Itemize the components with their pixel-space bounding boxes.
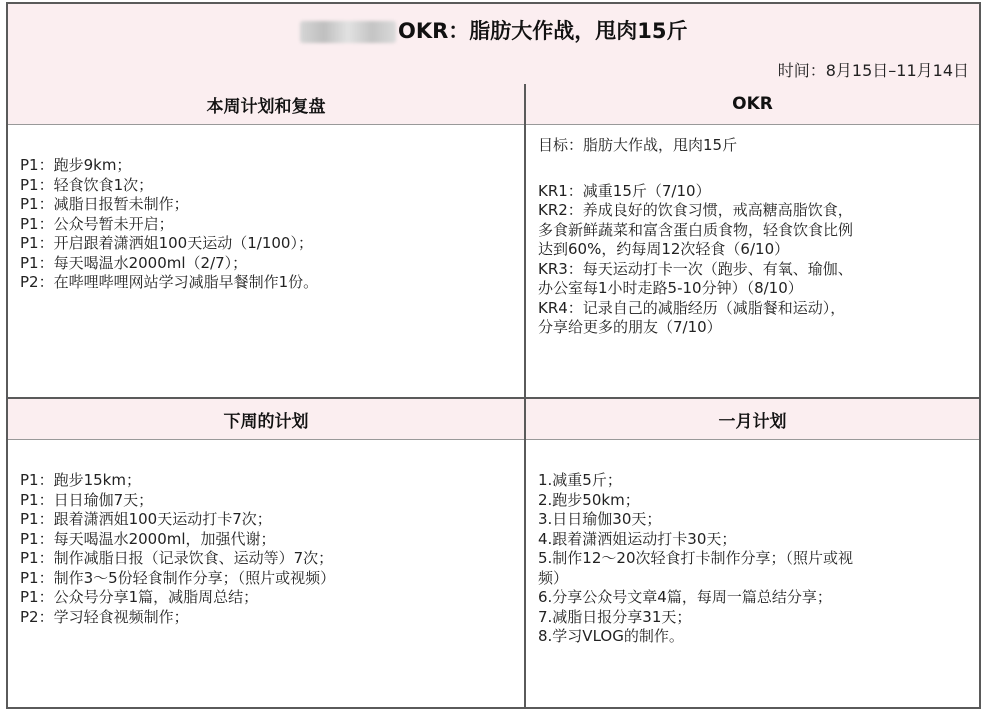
this-week-list — [20, 156, 520, 293]
list-item: 5.制作12～20次轻食打卡制作分享；（照片或视 — [538, 549, 853, 567]
month-plan-heading: 一月计划 — [526, 399, 979, 440]
list-item: P1：轻食饮食1次； — [20, 175, 154, 194]
okr-list — [538, 136, 978, 338]
list-item: P1：每天喝温水2000ml（2/7）； — [20, 253, 248, 272]
list-item: P2：在哔哩哔哩网站学习减脂早餐制作1份。 — [20, 273, 319, 291]
time-range: 时间：8月15日–11月14日 — [777, 61, 969, 80]
list-item: 3.日日瑜伽30天； — [538, 510, 662, 528]
list-item: 1.减重5斤； — [538, 471, 622, 489]
title-row — [8, 4, 979, 53]
key-result: KR1：减重15斤（7/10） — [538, 181, 711, 200]
time-row — [8, 52, 979, 86]
month-plan-list — [538, 471, 978, 647]
list-item: P1：跟着潇洒姐100天运动打卡7次； — [20, 510, 272, 528]
next-week-list — [20, 471, 520, 627]
list-item: P2：学习轻食视频制作； — [20, 607, 189, 626]
column-divider — [524, 84, 526, 709]
key-result: KR3：每天运动打卡一次（跑步、有氧、瑜伽、 — [538, 259, 853, 278]
key-result: 达到60%，约每周12次轻食（6/10） — [538, 240, 790, 258]
okr-table — [6, 2, 981, 709]
list-item: P1：跑步9km； — [20, 156, 132, 174]
list-item: 8.学习VLOG的制作。 — [538, 627, 684, 645]
key-result: KR4：记录自己的减脂经历（减脂餐和运动）， — [538, 298, 846, 317]
list-item: P1：每天喝温水2000ml，加强代谢； — [20, 529, 276, 548]
key-result: 分享给更多的朋友（7/10） — [538, 318, 722, 336]
page-title: OKR：脂肪大作战，甩肉15斤 — [398, 19, 688, 43]
key-result: 多食新鲜蔬菜和富含蛋白质食物，轻食饮食比例 — [538, 220, 854, 239]
list-item: P1：日日瑜伽7天； — [20, 490, 154, 509]
list-item: P1：减脂日报暂未制作； — [20, 195, 189, 213]
list-item: P1：开启跟着潇洒姐100天运动（1/100）； — [20, 234, 313, 252]
key-result: KR2：养成良好的饮食习惯，戒高糖高脂饮食， — [538, 201, 853, 219]
this-week-heading: 本周计划和复盘 — [8, 84, 524, 125]
list-item: 6.分享公众号文章4篇，每周一篇总结分享； — [538, 588, 832, 606]
list-item: P1：制作3～5份轻食制作分享；（照片或视频） — [20, 568, 336, 587]
list-item: P1：公众号分享1篇，减脂周总结； — [20, 588, 259, 606]
list-item: P1：跑步15km； — [20, 471, 141, 489]
list-item: P1：公众号暂未开启； — [20, 214, 174, 233]
list-item: 4.跟着潇洒姐运动打卡30天； — [538, 529, 737, 548]
list-item: 2.跑步50km； — [538, 490, 640, 509]
list-item: P1：制作减脂日报（记录饮食、运动等）7次； — [20, 549, 334, 567]
key-result: 办公室每1小时走路5-10分钟）（8/10） — [538, 279, 803, 297]
blurred-name-redaction — [300, 21, 396, 43]
next-week-heading: 下周的计划 — [8, 399, 524, 440]
okr-goal: 目标：脂肪大作战，甩肉15斤 — [538, 136, 738, 154]
list-item: 7.减脂日报分享31天； — [538, 607, 692, 626]
okr-heading: OKR — [526, 84, 979, 125]
list-item: 频） — [538, 568, 569, 587]
